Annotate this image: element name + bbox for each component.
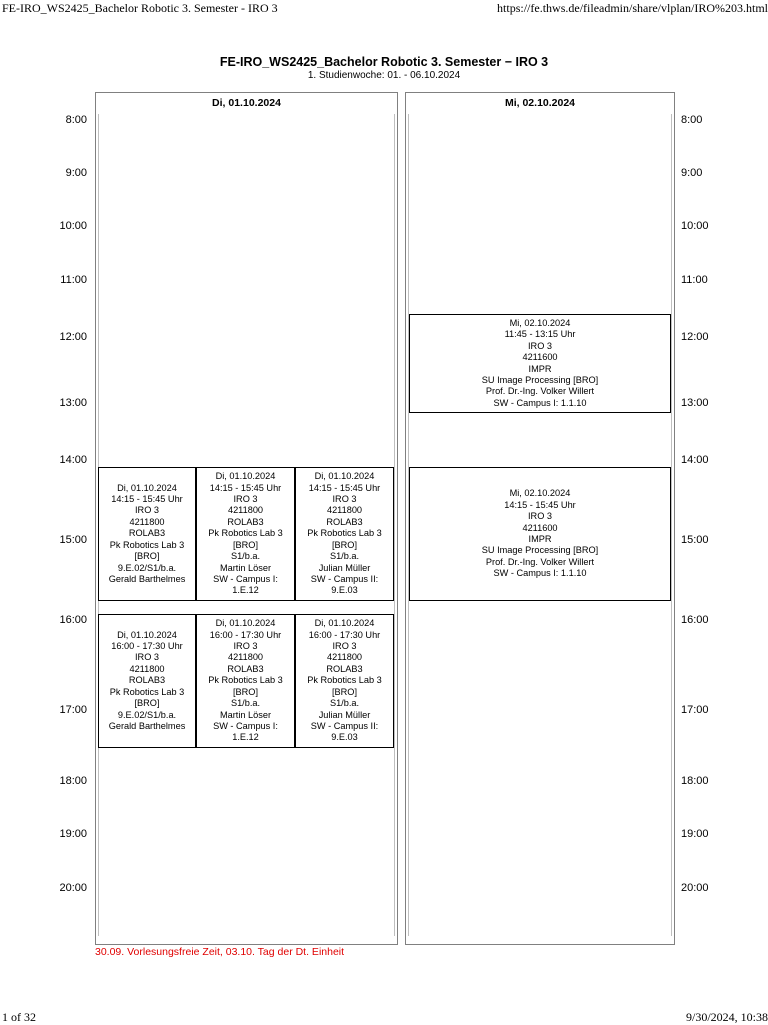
time-label-left: 18:00	[59, 775, 87, 787]
event-lecturer: Gerald Barthelmes	[108, 720, 186, 731]
event-code: ROLAB3	[128, 675, 166, 686]
event-robotics-lab-1415-b[interactable]	[196, 467, 295, 601]
event-time: 16:00 - 17:30 Uhr	[308, 629, 381, 640]
event-code: ROLAB3	[128, 528, 166, 539]
time-label-right: 9:00	[681, 167, 703, 179]
event-course: Pk Robotics Lab 3	[109, 686, 185, 697]
time-label-left: 17:00	[59, 704, 87, 716]
event-campus: SW - Campus I:	[213, 720, 278, 731]
event-group: IRO 3	[233, 494, 258, 505]
page-title: FE-IRO_WS2425_Bachelor Robotic 3. Semester − IRO 3	[219, 55, 549, 69]
event-code: ROLAB3	[227, 516, 264, 527]
event-lecturer: Martin Löser	[219, 562, 272, 573]
event-date: Di, 01.10.2024	[215, 471, 276, 482]
event-time: 16:00 - 17:30 Uhr	[209, 629, 282, 640]
event-date: Di, 01.10.2024	[314, 471, 375, 482]
event-campus: SW - Campus II:	[310, 720, 379, 731]
time-label-left: 16:00	[59, 614, 87, 626]
event-date: Mi, 02.10.2024	[509, 317, 571, 328]
event-module-number: 4211800	[326, 505, 363, 516]
event-campus: SW - Campus I:	[213, 573, 278, 584]
event-module-number: 4211600	[522, 352, 558, 363]
event-time: 14:15 - 15:45 Uhr	[308, 482, 381, 493]
time-label-right: 11:00	[681, 274, 708, 286]
event-code: ROLAB3	[326, 516, 363, 527]
event-group: IRO 3	[135, 505, 159, 516]
event-room: 1.E.12	[232, 585, 259, 596]
event-module-number: 4211800	[227, 652, 264, 663]
event-module-number: 4211800	[129, 516, 165, 527]
event-time: 14:15 - 15:45 Uhr	[504, 499, 576, 510]
time-label-right: 16:00	[681, 614, 709, 626]
event-lecturer: Prof. Dr.-Ing. Volker Willert	[485, 386, 595, 397]
event-date: Di, 01.10.2024	[117, 482, 177, 493]
time-label-left: 10:00	[59, 220, 87, 232]
event-tag: [BRO]	[232, 686, 258, 697]
event-course: Pk Robotics Lab 3	[307, 528, 382, 539]
event-group: IRO 3	[332, 641, 357, 652]
event-robotics-lab-1600-c[interactable]	[295, 614, 394, 748]
event-group: IRO 3	[135, 652, 159, 663]
event-group: IRO 3	[528, 340, 552, 351]
time-label-right: 18:00	[681, 775, 709, 787]
time-label-right: 17:00	[681, 704, 709, 716]
event-robotics-lab-1600-a[interactable]	[98, 614, 196, 748]
event-date: Di, 01.10.2024	[117, 629, 177, 640]
event-room: 9.E.03	[331, 585, 358, 596]
time-label-right: 15:00	[681, 534, 709, 546]
event-room: 1.E.12	[232, 732, 259, 743]
event-code: ROLAB3	[326, 663, 363, 674]
event-course: Pk Robotics Lab 3	[307, 675, 382, 686]
time-label-right: 10:00	[681, 220, 709, 232]
day-header-tuesday: Di, 01.10.2024	[212, 97, 281, 109]
event-course: Pk Robotics Lab 3	[208, 528, 283, 539]
time-label-left: 8:00	[65, 114, 87, 126]
event-code: IMPR	[528, 534, 552, 544]
print-header-url: https://fe.thws.de/fileadmin/share/vlplan/IRO%203.html	[497, 1, 768, 15]
day-column-divider	[671, 114, 672, 936]
print-header-title: FE-IRO_WS2425_Bachelor Robotic 3. Semester - IRO 3	[2, 1, 278, 15]
time-label-right: 12:00	[681, 331, 709, 343]
time-label-left: 13:00	[59, 397, 87, 409]
event-date: Mi, 02.10.2024	[509, 488, 571, 499]
event-room: SW - Campus I: 1.1.10	[493, 568, 587, 579]
time-label-right: 19:00	[681, 828, 709, 840]
time-label-left: 14:00	[59, 454, 87, 466]
event-image-processing-morning[interactable]	[409, 314, 671, 413]
event-course: SU Image Processing [BRO]	[481, 374, 599, 385]
event-course: Pk Robotics Lab 3	[109, 539, 185, 550]
event-group: IRO 3	[233, 641, 258, 652]
event-time: 16:00 - 17:30 Uhr	[111, 641, 183, 652]
time-label-left: 20:00	[59, 882, 87, 894]
print-footer-date: 9/30/2024, 10:38	[685, 1010, 768, 1024]
event-module-number: 4211800	[326, 652, 363, 663]
holiday-note: 30.09. Vorlesungsfreie Zeit, 03.10. Tag der Dt. Einheit	[95, 946, 345, 958]
event-lecturer: Julian Müller	[318, 562, 371, 573]
event-module-number: 4211800	[129, 663, 165, 674]
event-code: ROLAB3	[227, 663, 264, 674]
time-label-left: 11:00	[60, 274, 87, 286]
event-lecturer: Julian Müller	[318, 709, 371, 720]
event-tag: [BRO]	[232, 539, 258, 550]
event-course: SU Image Processing [BRO]	[481, 545, 599, 556]
event-robotics-lab-1415-a[interactable]	[98, 467, 196, 601]
event-campus: SW - Campus II:	[310, 573, 379, 584]
time-label-left: 12:00	[59, 331, 87, 343]
event-tag: [BRO]	[134, 551, 160, 562]
time-label-left: 15:00	[59, 534, 87, 546]
event-lecturer: Gerald Barthelmes	[108, 573, 186, 584]
time-label-right: 8:00	[681, 114, 703, 126]
event-image-processing-afternoon[interactable]	[409, 467, 671, 601]
event-group-info: S1/b.a.	[329, 698, 360, 709]
event-lecturer: Prof. Dr.-Ing. Volker Willert	[485, 556, 595, 567]
event-group-info: S1/b.a.	[230, 551, 261, 562]
event-time: 11:45 - 13:15 Uhr	[504, 329, 576, 340]
event-tag: [BRO]	[331, 686, 357, 697]
event-module-number: 4211600	[522, 522, 558, 533]
event-module-number: 4211800	[227, 505, 264, 516]
event-lecturer: Martin Löser	[219, 709, 272, 720]
event-code: IMPR	[528, 363, 552, 374]
event-robotics-lab-1600-b[interactable]	[196, 614, 295, 748]
event-room: SW - Campus I: 1.1.10	[493, 397, 587, 408]
event-tag: [BRO]	[331, 539, 357, 550]
time-label-right: 20:00	[681, 882, 709, 894]
event-room: 9.E.03	[331, 732, 358, 743]
event-date: Di, 01.10.2024	[215, 618, 276, 629]
day-header-wednesday: Mi, 02.10.2024	[504, 97, 576, 109]
event-group-info: S1/b.a.	[329, 551, 360, 562]
event-date: Di, 01.10.2024	[314, 618, 375, 629]
event-time: 14:15 - 15:45 Uhr	[209, 482, 282, 493]
event-time: 14:15 - 15:45 Uhr	[111, 494, 183, 505]
event-room: 9.E.02/S1/b.a.	[117, 709, 177, 720]
time-label-right: 13:00	[681, 397, 709, 409]
event-group-info: S1/b.a.	[230, 698, 261, 709]
event-robotics-lab-1415-c[interactable]	[295, 467, 394, 601]
event-group: IRO 3	[528, 511, 552, 522]
event-tag: [BRO]	[134, 698, 160, 709]
time-label-right: 14:00	[681, 454, 709, 466]
event-group: IRO 3	[332, 494, 357, 505]
day-column-divider	[394, 114, 395, 936]
time-label-left: 9:00	[65, 167, 87, 179]
page-subtitle: 1. Studienwoche: 01. - 06.10.2024	[307, 70, 461, 81]
print-footer-page: 1 of 32	[2, 1010, 36, 1024]
event-room: 9.E.02/S1/b.a.	[117, 562, 177, 573]
time-label-left: 19:00	[59, 828, 87, 840]
event-course: Pk Robotics Lab 3	[208, 675, 283, 686]
